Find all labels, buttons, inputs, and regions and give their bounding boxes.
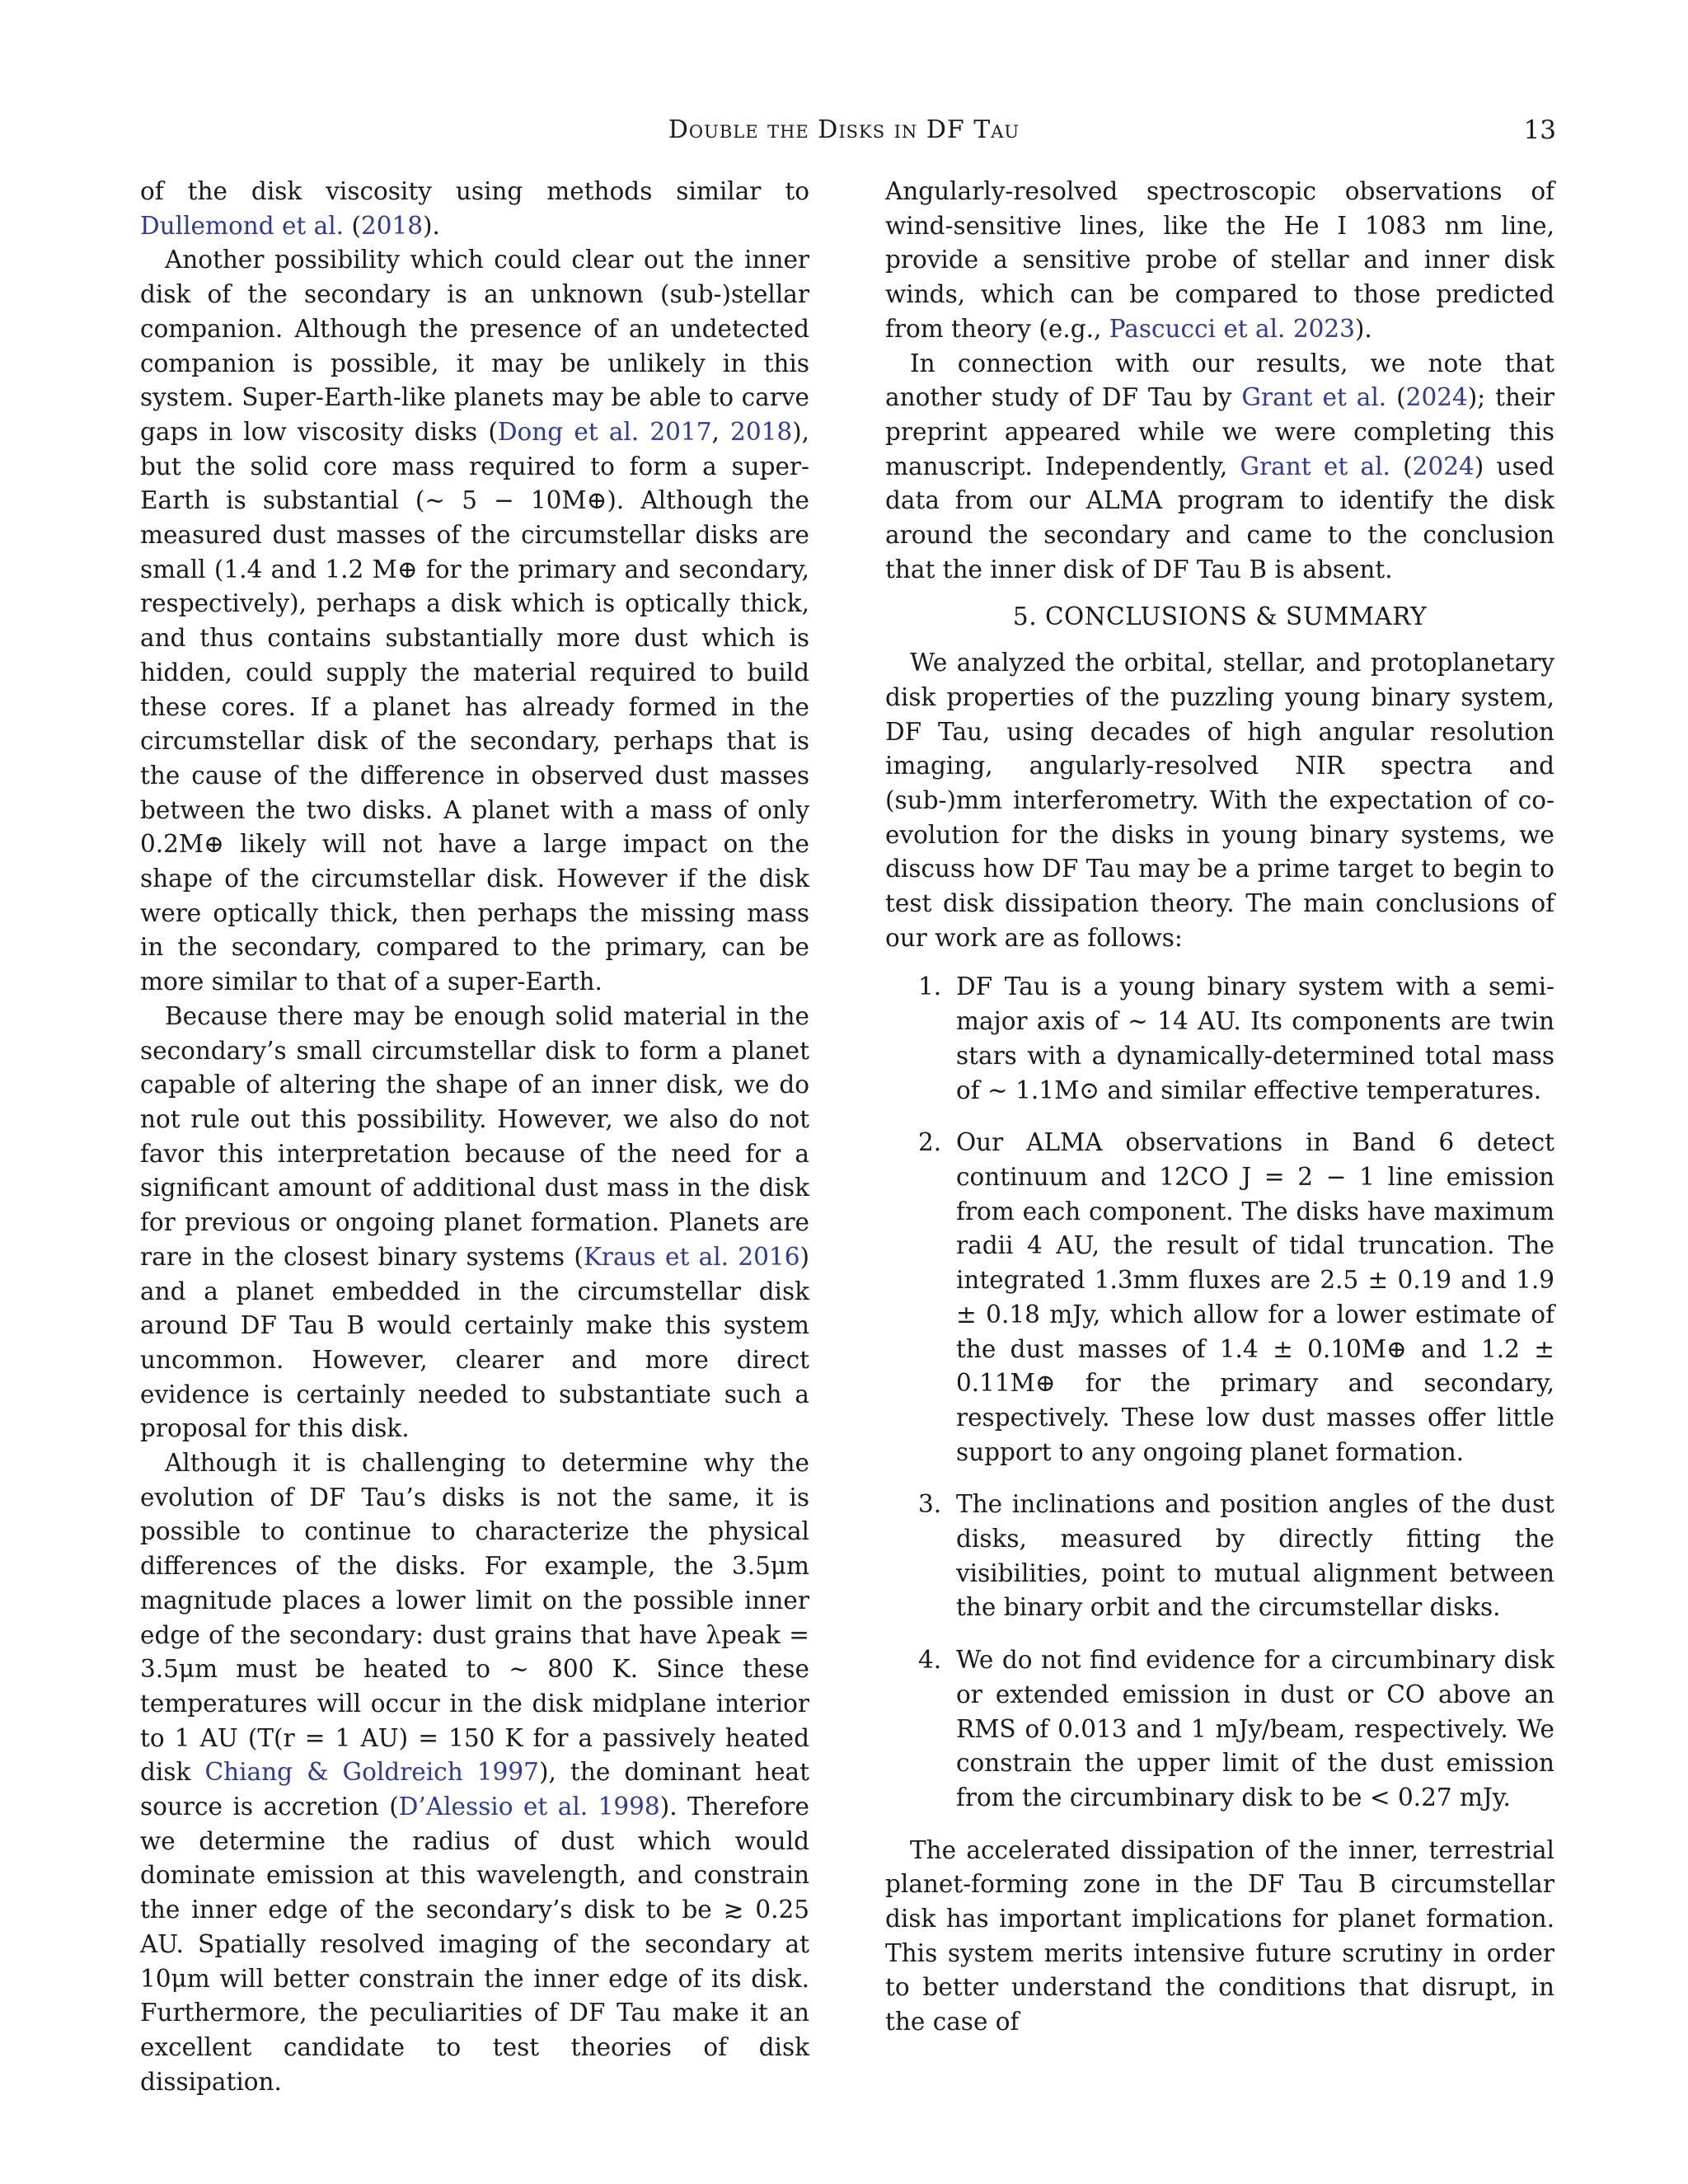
list-number: 4. [918, 1646, 942, 1675]
list-number: 2. [918, 1128, 942, 1157]
paragraph: In connection with our results, we note that another study of DF Tau by Grant et al. (2024); their preprint appeared while we were completing this manuscript. Independently, Grant et al. (2024) used data from our ALMA program to identify the disk around the secondary and came to the conclusion that the inner disk of DF Tau B is absent. [885, 349, 1555, 583]
paragraph: of the disk viscosity using methods similar to Dullemond et al. (2018). [140, 177, 809, 240]
right-column [885, 175, 1554, 2040]
citation-link[interactable]: Pascucci et al. 2023 [1109, 314, 1355, 343]
citation-link[interactable]: 2024 [1405, 383, 1468, 412]
list-item [885, 1488, 1554, 1625]
list-item-text: The inclinations and position angles of the dust disks, measured by directly fitting the visibilities, point to mutual alignment between the binary orbit and the circumstellar disks. [956, 1490, 1554, 1622]
list-item [885, 1643, 1554, 1816]
paragraph: We analyzed the orbital, stellar, and protoplanetary disk properties of the puzzling young binary system, DF Tau, using decades of high angular resolution imaging, angularly-resolved NIR spectra and (sub-)mm interferometry. With the expectation of co-evolution for the disks in young binary systems, we discuss how DF Tau may be a prime target to begin to test disk dissipation theory. The main conclusions of our work are as follows: [885, 649, 1554, 952]
citation-link[interactable]: Grant et al. [1241, 383, 1387, 412]
citation-link[interactable]: Kraus et al. 2016 [583, 1242, 800, 1271]
list-number: 3. [918, 1490, 942, 1519]
list-item-text: Our ALMA observations in Band 6 detect continuum and 12CO J = 2 − 1 line emission from each component. The disks have maximum radii 4 AU, the result of tidal truncation. The integrated 1.3mm fluxes are 2.5 ± 0.19 and 1.9 ± 0.18 mJy, which allow for a lower estimate of the dust masses of 1.4 ± 0.10M⊕ and 1.2 ± 0.11M⊕ for the primary and secondary, respectively. These low dust masses offer little support to any ongoing planet formation. [956, 1128, 1554, 1466]
list-item [885, 1126, 1554, 1469]
list-number: 1. [918, 972, 942, 1001]
section-heading: 5. CONCLUSIONS & SUMMARY [1012, 602, 1428, 631]
running-head [0, 115, 1688, 152]
paragraph: Because there may be enough solid material in the secondary’s small circumstellar disk to form a planet capable of altering the shape of an inner disk, we do not rule out this possibility. However, we also do not favor this interpretation because of the need for a significant amount of additional dust mass in the disk for previous or ongoing planet formation. Planets are rare in the closest binary systems (Kraus et al. 2016) and a planet embedded in the circumstellar disk around DF Tau B would certainly make this system uncommon. However, clearer and more direct evidence is certainly needed to substantiate such a proposal for this disk. [140, 1001, 809, 1443]
left-column [140, 175, 809, 2099]
citation-link[interactable]: 2018 [360, 211, 424, 240]
conclusions-list [885, 970, 1554, 1815]
citation-link[interactable]: Dong et al. 2017 [497, 417, 712, 446]
citation-link[interactable]: 2024 [1412, 452, 1475, 480]
list-item-text: We do not find evidence for a circumbinary disk or extended emission in dust or CO above an RMS of 0.013 and 1 mJy/beam, respectively. We constrain the upper limit of the dust emission from the circumbinary disk to be < 0.27 mJy. [956, 1646, 1554, 1811]
list-item [885, 970, 1554, 1108]
citation-link[interactable]: Grant et al. [1240, 452, 1390, 480]
paragraph: Although it is challenging to determine why the evolution of DF Tau’s disks is not the same, it is possible to continue to characterize the physical differences of the disks. For example, the 3.5μm magnitude places a lower limit on the possible inner edge of the secondary: dust grains that have λpeak = 3.5μm must be heated to ∼ 800 K. Since these temperatures will occur in the disk midplane interior to 1 AU (T(r = 1 AU) = 150 K for a passively heated disk Chiang & Goldreich 1997), the dominant heat source is accretion (D’Alessio et al. 1998). Therefore we determine the radius of dust which would dominate emission at this wavelength, and constrain the inner edge of the secondary’s disk to be ≳ 0.25 AU. Spatially resolved imaging of the secondary at 10μm will better constrain the inner edge of its disk. Furthermore, the peculiarities of DF Tau make it an excellent candidate to test theories of disk dissipation. [140, 1449, 809, 2096]
citation-link[interactable]: D’Alessio et al. 1998 [398, 1793, 660, 1821]
citation-link[interactable]: Chiang & Goldreich 1997 [204, 1758, 539, 1787]
paragraph: Another possibility which could clear out the inner disk of the secondary is an unknown (sub-)stellar companion. Although the presence of an undetected companion is possible, it may be unlikely in this system. Super-Earth-like planets may be able to carve gaps in low viscosity disks (Dong et al. 2017, 2018), but the solid core mass required to form a super-Earth is substantial (∼ 5 − 10M⊕). Although the measured dust masses of the circumstellar disks are small (1.4 and 1.2 M⊕ for the primary and secondary, respectively), perhaps a disk which is optically thick, and thus contains substantially more dust which is hidden, could supply the material required to build these cores. If a planet has already formed in the circumstellar disk of the secondary, perhaps that is the cause of the difference in observed dust masses between the two disks. A planet with a mass of only 0.2M⊕ likely will not have a large impact on the shape of the circumstellar disk. However if the disk were optically thick, then perhaps the missing mass in the secondary, compared to the primary, can be more similar to that of a super-Earth. [140, 246, 810, 996]
citation-link[interactable]: Dullemond et al. [140, 211, 345, 240]
list-item-text: DF Tau is a young binary system with a semi-major axis of ∼ 14 AU. Its components are twin stars with a dynamically-determined total mass of ∼ 1.1M⊙ and similar effective temperatures. [956, 972, 1554, 1104]
paragraph: Angularly-resolved spectroscopic observations of wind-sensitive lines, like the He I 1083 nm line, provide a sensitive probe of stellar and inner disk winds, which can be compared to those predicted from theory (e.g., Pascucci et al. 2023). [885, 177, 1554, 343]
running-title: Double the Disks in DF Tau [668, 115, 1020, 144]
page-number: 13 [1523, 115, 1556, 145]
paragraph: The accelerated dissipation of the inner, terrestrial planet-forming zone in the DF Tau B circumstellar disk has important implications for planet formation. This system merits intensive future scrutiny in order to better understand the conditions that disrupt, in the case of [885, 1835, 1554, 2036]
citation-link[interactable]: 2018 [730, 417, 793, 446]
